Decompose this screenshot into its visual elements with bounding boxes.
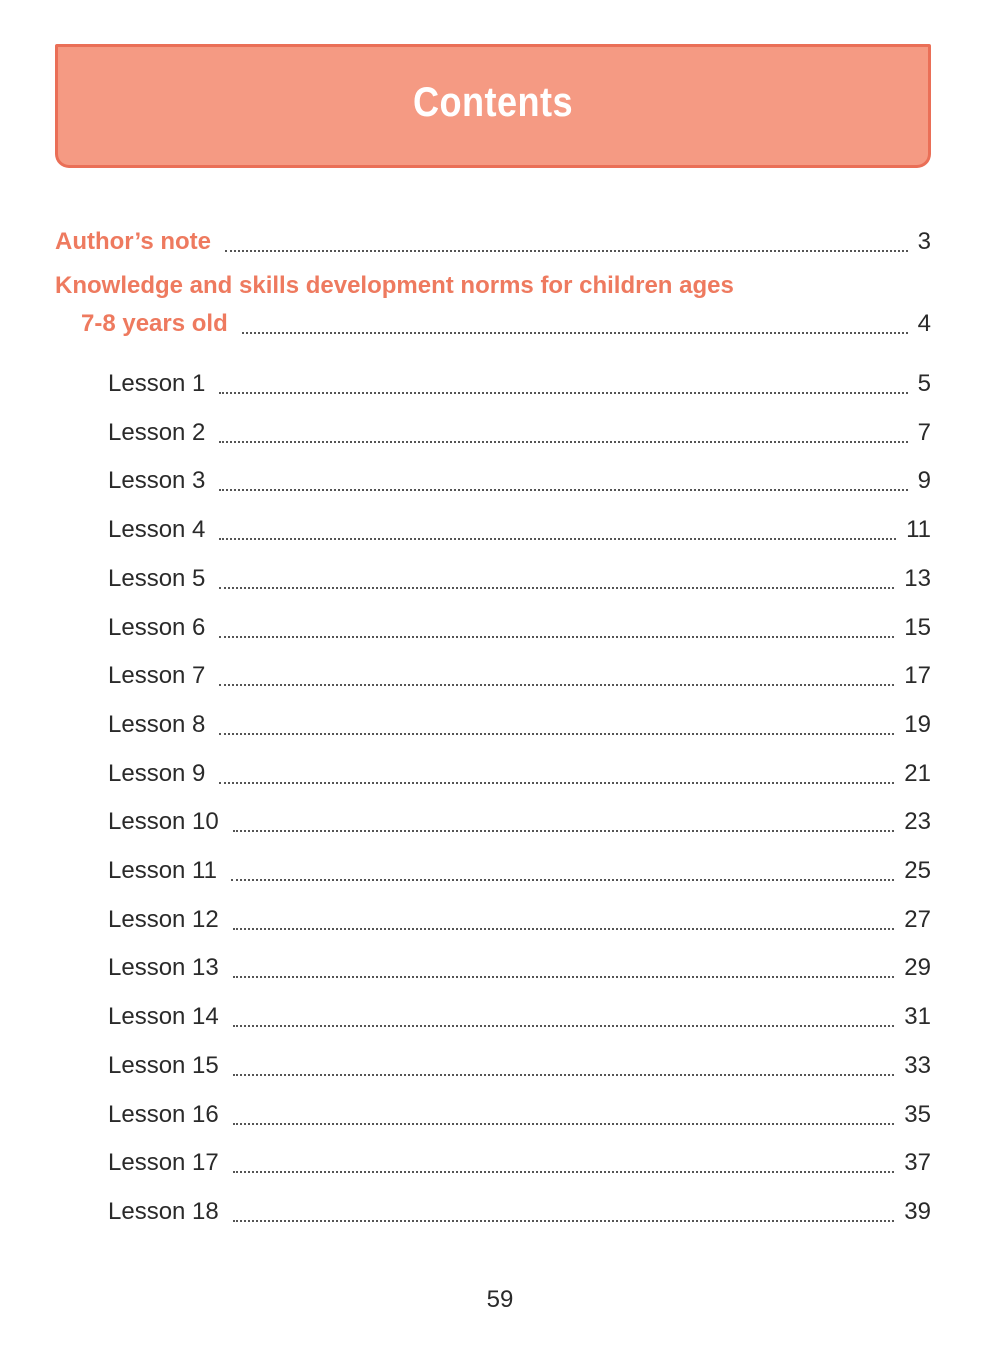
lesson-page-number: 31 bbox=[904, 1003, 931, 1030]
toc-entry-lesson[interactable] bbox=[108, 1198, 931, 1228]
toc-entry-lesson[interactable] bbox=[108, 419, 931, 449]
lesson-page-number: 25 bbox=[904, 857, 931, 884]
toc-entry-norms[interactable] bbox=[81, 310, 931, 340]
lesson-label: Lesson 7 bbox=[108, 662, 206, 689]
dot-leader bbox=[219, 732, 894, 735]
toc-entry-lesson[interactable] bbox=[108, 1101, 931, 1131]
dot-leader bbox=[233, 927, 895, 930]
lesson-page-number: 37 bbox=[904, 1149, 931, 1176]
lesson-label: Lesson 14 bbox=[108, 1003, 219, 1030]
lesson-page-number: 27 bbox=[904, 906, 931, 933]
toc-entry-lesson[interactable] bbox=[108, 614, 931, 644]
dot-leader bbox=[233, 1122, 895, 1125]
dot-leader bbox=[219, 683, 894, 686]
toc-entry-lesson[interactable] bbox=[108, 1003, 931, 1033]
lesson-label: Lesson 13 bbox=[108, 954, 219, 981]
lesson-label: Lesson 9 bbox=[108, 760, 206, 787]
toc-entry-lesson[interactable] bbox=[108, 467, 931, 497]
lesson-page-number: 17 bbox=[904, 662, 931, 689]
dot-leader bbox=[233, 1073, 895, 1076]
lesson-label: Lesson 6 bbox=[108, 614, 206, 641]
lesson-page-number: 15 bbox=[904, 614, 931, 641]
toc-entry-lesson[interactable] bbox=[108, 516, 931, 546]
dot-leader bbox=[225, 249, 908, 252]
lesson-page-number: 5 bbox=[917, 370, 931, 397]
lesson-page-number: 33 bbox=[904, 1052, 931, 1079]
dot-leader bbox=[233, 1219, 895, 1222]
dot-leader bbox=[219, 537, 896, 540]
dot-leader bbox=[231, 878, 894, 881]
lesson-label: Lesson 8 bbox=[108, 711, 206, 738]
lesson-page-number: 35 bbox=[904, 1101, 931, 1128]
dot-leader bbox=[219, 586, 894, 589]
toc-page-number: 3 bbox=[917, 228, 931, 255]
lesson-label: Lesson 1 bbox=[108, 370, 206, 397]
lesson-page-number: 29 bbox=[904, 954, 931, 981]
page-title: Contents bbox=[413, 78, 573, 125]
toc-entry-lesson[interactable] bbox=[108, 954, 931, 984]
dot-leader bbox=[219, 781, 894, 784]
dot-leader bbox=[219, 391, 907, 394]
lesson-page-number: 7 bbox=[917, 419, 931, 446]
lesson-label: Lesson 4 bbox=[108, 516, 206, 543]
lesson-page-number: 19 bbox=[904, 711, 931, 738]
toc-entry-norms-line1: Knowledge and skills development norms for children ages bbox=[55, 272, 734, 299]
toc-entry-lesson[interactable] bbox=[108, 857, 931, 887]
toc-entry-lesson[interactable] bbox=[108, 808, 931, 838]
toc-entry-lesson[interactable] bbox=[108, 565, 931, 595]
dot-leader bbox=[219, 440, 907, 443]
toc-entry-lesson[interactable] bbox=[108, 711, 931, 741]
lesson-label: Lesson 12 bbox=[108, 906, 219, 933]
contents-banner bbox=[55, 44, 931, 168]
dot-leader bbox=[233, 1170, 895, 1173]
lesson-label: Lesson 2 bbox=[108, 419, 206, 446]
lesson-label: Lesson 10 bbox=[108, 808, 219, 835]
toc-entry-lesson[interactable] bbox=[108, 370, 931, 400]
lesson-page-number: 39 bbox=[904, 1198, 931, 1225]
dot-leader bbox=[242, 331, 908, 334]
dot-leader bbox=[219, 635, 894, 638]
dot-leader bbox=[233, 829, 895, 832]
lesson-label: Lesson 18 bbox=[108, 1198, 219, 1225]
lesson-page-number: 21 bbox=[904, 760, 931, 787]
lesson-label: Lesson 15 bbox=[108, 1052, 219, 1079]
lesson-page-number: 11 bbox=[906, 516, 931, 543]
toc-entry-lesson[interactable] bbox=[108, 662, 931, 692]
toc-page-number: 4 bbox=[917, 310, 931, 337]
toc-entry-authors-note[interactable] bbox=[55, 228, 931, 258]
dot-leader bbox=[233, 975, 895, 978]
toc-entry-lesson[interactable] bbox=[108, 760, 931, 790]
lesson-page-number: 9 bbox=[917, 467, 931, 494]
lesson-page-number: 13 bbox=[904, 565, 931, 592]
lesson-label: Lesson 3 bbox=[108, 467, 206, 494]
dot-leader bbox=[219, 488, 907, 491]
lesson-label: Lesson 11 bbox=[108, 857, 217, 884]
toc-entry-label: 7-8 years old bbox=[81, 310, 228, 337]
lesson-page-number: 23 bbox=[904, 808, 931, 835]
dot-leader bbox=[233, 1024, 895, 1027]
lesson-label: Lesson 5 bbox=[108, 565, 206, 592]
page-number: 59 bbox=[486, 1286, 514, 1313]
toc-entry-lesson[interactable] bbox=[108, 1052, 931, 1082]
toc-entry-lesson[interactable] bbox=[108, 906, 931, 936]
lesson-label: Lesson 16 bbox=[108, 1101, 219, 1128]
toc-entry-label: Author’s note bbox=[55, 228, 211, 255]
lesson-label: Lesson 17 bbox=[108, 1149, 219, 1176]
toc-entry-lesson[interactable] bbox=[108, 1149, 931, 1179]
